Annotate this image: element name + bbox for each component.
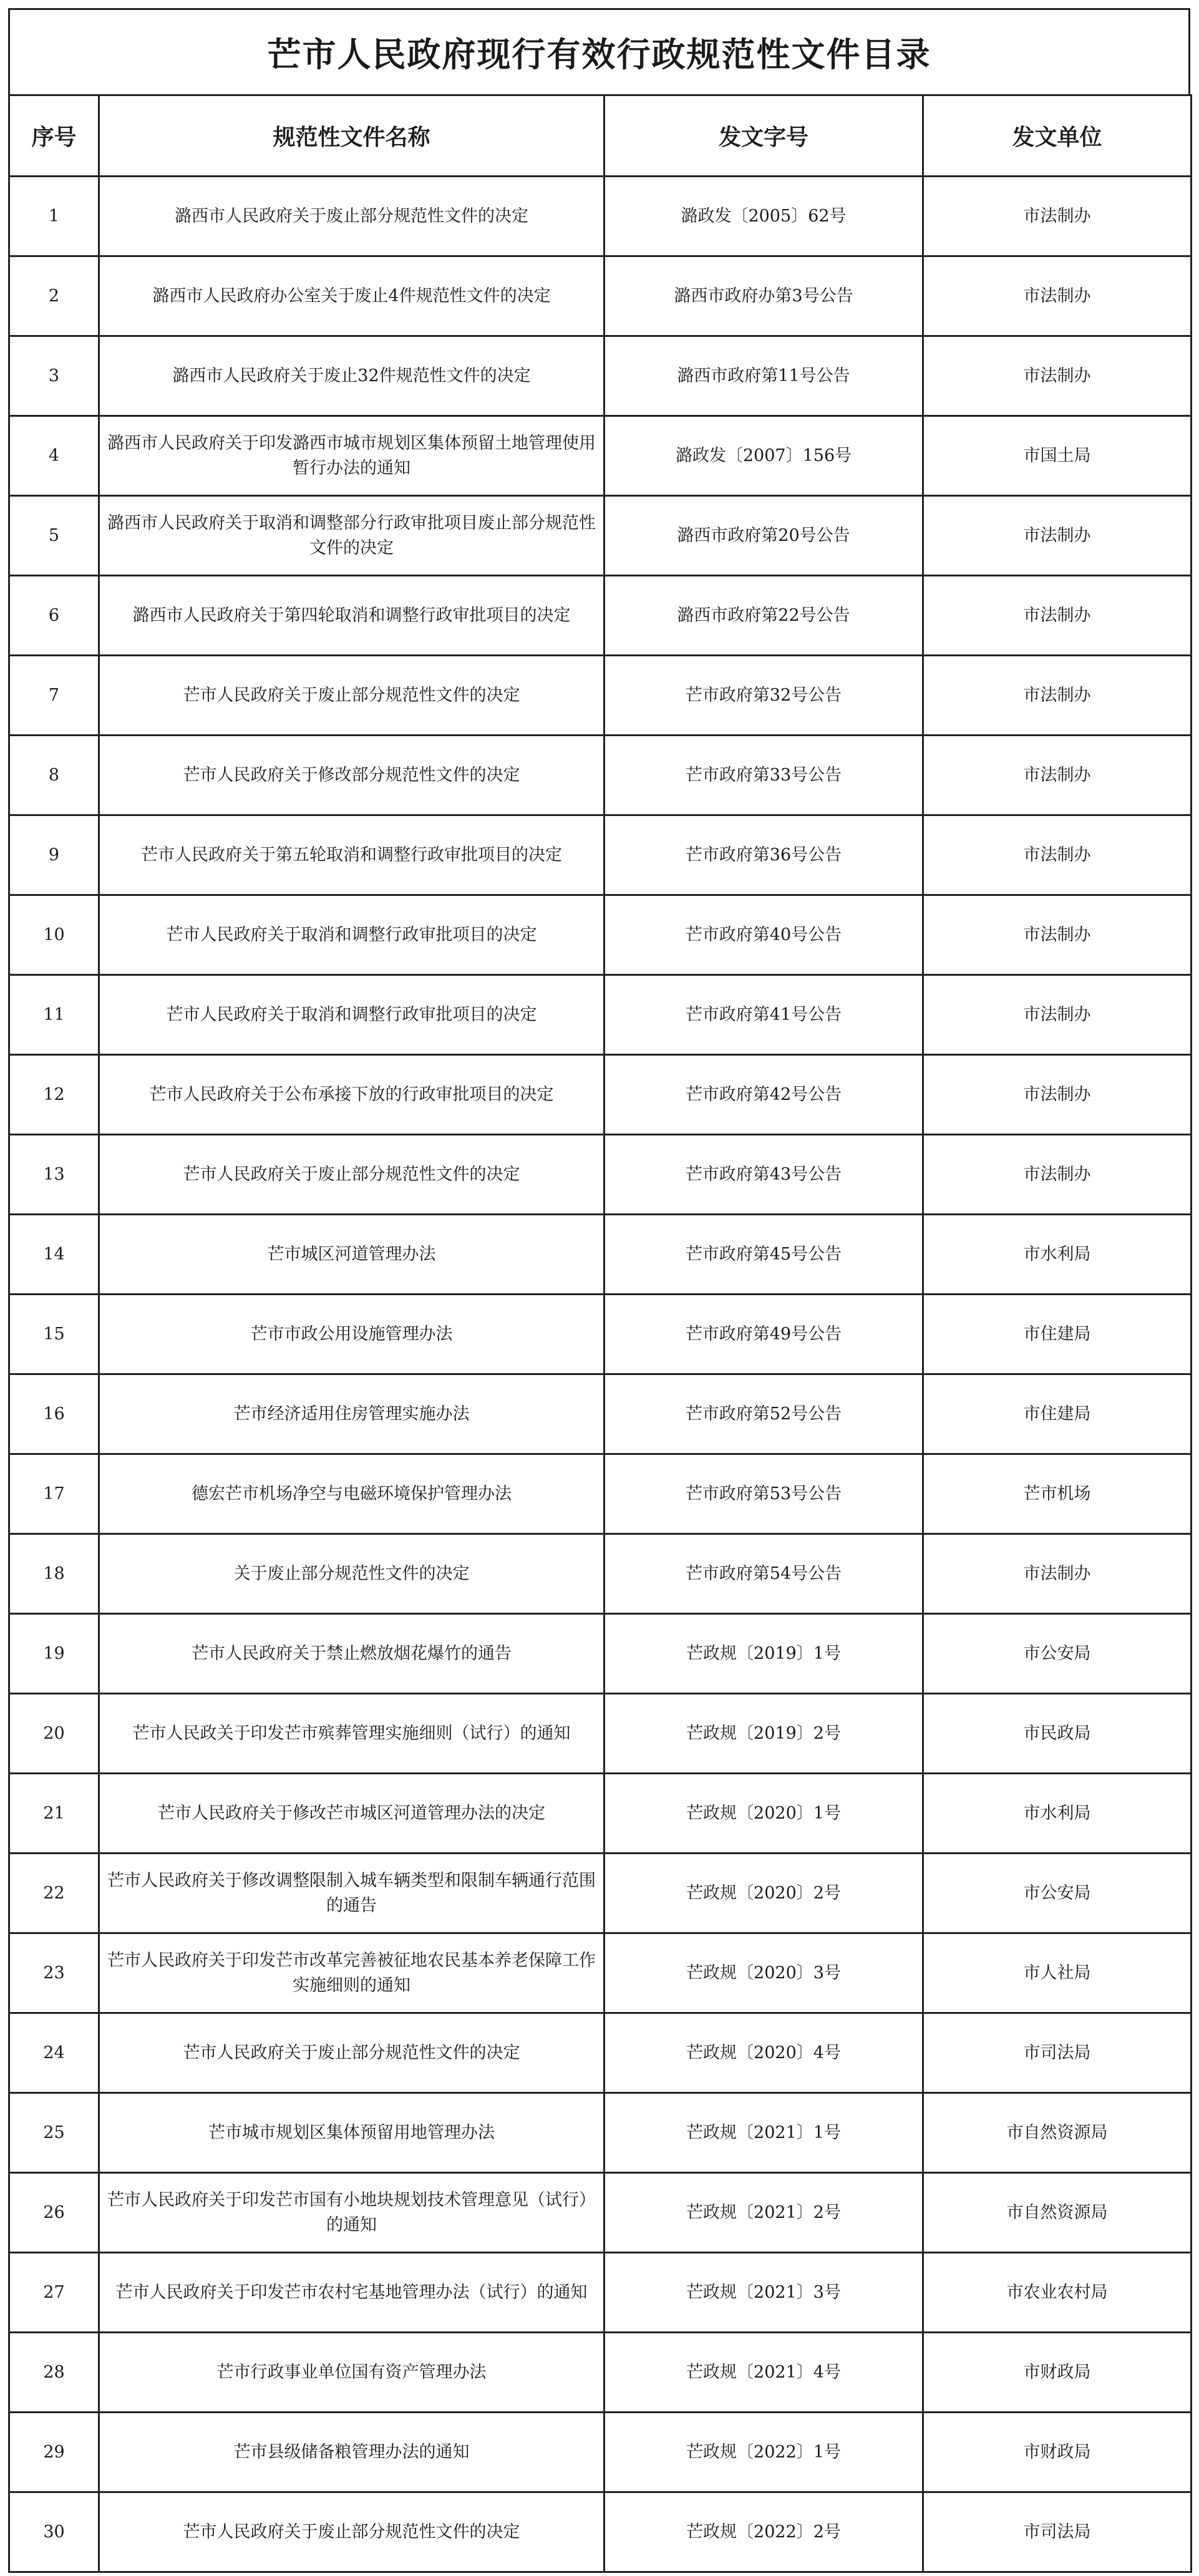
cell-name: 芒市市政公用设施管理办法 [99, 1295, 604, 1374]
cell-name: 芒市人民政府关于废止部分规范性文件的决定 [99, 1135, 604, 1215]
cell-doc-no: 芒市政府第53号公告 [604, 1454, 923, 1534]
document [8, 8, 1190, 2573]
cell-doc-no: 芒政规〔2021〕2号 [604, 2173, 923, 2253]
cell-unit: 市公安局 [923, 1614, 1192, 1694]
cell-doc-no: 芒政规〔2022〕2号 [604, 2492, 923, 2572]
cell-doc-no: 芒政规〔2021〕1号 [604, 2093, 923, 2173]
cell-unit: 市人社局 [923, 1933, 1192, 2013]
cell-num: 9 [9, 815, 99, 895]
table-row [9, 1614, 1192, 1694]
cell-name: 芒市人民政府关于第五轮取消和调整行政审批项目的决定 [99, 815, 604, 895]
cell-num: 5 [9, 496, 99, 576]
cell-num: 7 [9, 656, 99, 736]
cell-name: 芒市人民政府关于取消和调整行政审批项目的决定 [99, 895, 604, 975]
cell-num: 10 [9, 895, 99, 975]
cell-num: 2 [9, 256, 99, 336]
cell-num: 26 [9, 2173, 99, 2253]
cell-unit: 市公安局 [923, 1854, 1192, 1933]
cell-unit: 市法制办 [923, 815, 1192, 895]
table-row [9, 2333, 1192, 2413]
table-row [9, 2013, 1192, 2093]
cell-unit: 市法制办 [923, 256, 1192, 336]
cell-num: 12 [9, 1055, 99, 1135]
cell-doc-no: 芒市政府第49号公告 [604, 1295, 923, 1374]
cell-doc-no: 芒政规〔2020〕4号 [604, 2013, 923, 2093]
cell-unit: 市水利局 [923, 1774, 1192, 1854]
cell-doc-no: 芒政规〔2021〕3号 [604, 2253, 923, 2333]
cell-name: 芒市行政事业单位国有资产管理办法 [99, 2333, 604, 2413]
table-row [9, 2413, 1192, 2492]
header-doc-no: 发文字号 [604, 95, 923, 177]
table-row [9, 2253, 1192, 2333]
cell-doc-no: 芒政规〔2019〕2号 [604, 1694, 923, 1774]
cell-doc-no: 芒市政府第45号公告 [604, 1215, 923, 1295]
table-row [9, 1295, 1192, 1374]
cell-doc-no: 芒市政府第33号公告 [604, 736, 923, 815]
title-box [8, 8, 1190, 94]
table-row [9, 1374, 1192, 1454]
cell-name: 芒市人民政府关于修改调整限制入城车辆类型和限制车辆通行范围的通告 [99, 1854, 604, 1933]
cell-num: 11 [9, 975, 99, 1055]
cell-num: 14 [9, 1215, 99, 1295]
table-row [9, 656, 1192, 736]
cell-unit: 市财政局 [923, 2333, 1192, 2413]
table-row [9, 1215, 1192, 1295]
cell-unit: 市法制办 [923, 975, 1192, 1055]
cell-name: 潞西市人民政府关于取消和调整部分行政审批项目废止部分规范性文件的决定 [99, 496, 604, 576]
cell-doc-no: 芒政规〔2021〕4号 [604, 2333, 923, 2413]
table-row [9, 2492, 1192, 2572]
header-num: 序号 [9, 95, 99, 177]
cell-unit: 市法制办 [923, 1055, 1192, 1135]
header-row [9, 95, 1192, 177]
cell-unit: 市水利局 [923, 1215, 1192, 1295]
table-row [9, 2093, 1192, 2173]
table-row [9, 1534, 1192, 1614]
cell-unit: 市法制办 [923, 496, 1192, 576]
cell-name: 芒市人民政府关于修改芒市城区河道管理办法的决定 [99, 1774, 604, 1854]
table-row [9, 496, 1192, 576]
cell-doc-no: 芒市政府第42号公告 [604, 1055, 923, 1135]
cell-doc-no: 潞西市政府第22号公告 [604, 576, 923, 656]
cell-num: 4 [9, 416, 99, 496]
table-row [9, 1055, 1192, 1135]
cell-num: 24 [9, 2013, 99, 2093]
cell-num: 22 [9, 1854, 99, 1933]
cell-name: 芒市人民政关于印发芒市殡葬管理实施细则（试行）的通知 [99, 1694, 604, 1774]
cell-num: 23 [9, 1933, 99, 2013]
cell-num: 18 [9, 1534, 99, 1614]
cell-name: 芒市人民政府关于修改部分规范性文件的决定 [99, 736, 604, 815]
cell-num: 16 [9, 1374, 99, 1454]
cell-doc-no: 芒政规〔2020〕3号 [604, 1933, 923, 2013]
cell-num: 8 [9, 736, 99, 815]
table-row [9, 256, 1192, 336]
table-body [9, 177, 1192, 2572]
table-row [9, 2173, 1192, 2253]
cell-name: 芒市人民政府关于废止部分规范性文件的决定 [99, 656, 604, 736]
cell-doc-no: 芒政规〔2020〕2号 [604, 1854, 923, 1933]
table-row [9, 815, 1192, 895]
table-row [9, 895, 1192, 975]
cell-name: 芒市人民政府关于禁止燃放烟花爆竹的通告 [99, 1614, 604, 1694]
table-row [9, 416, 1192, 496]
cell-num: 30 [9, 2492, 99, 2572]
cell-name: 芒市人民政府关于印发芒市国有小地块规划技术管理意见（试行）的通知 [99, 2173, 604, 2253]
cell-name: 芒市城区河道管理办法 [99, 1215, 604, 1295]
cell-unit: 市农业农村局 [923, 2253, 1192, 2333]
header-unit: 发文单位 [923, 95, 1192, 177]
table-row [9, 1854, 1192, 1933]
cell-unit: 市法制办 [923, 895, 1192, 975]
cell-name: 芒市人民政府关于公布承接下放的行政审批项目的决定 [99, 1055, 604, 1135]
cell-num: 3 [9, 336, 99, 416]
cell-num: 28 [9, 2333, 99, 2413]
table-row [9, 975, 1192, 1055]
cell-num: 27 [9, 2253, 99, 2333]
cell-unit: 市司法局 [923, 2492, 1192, 2572]
cell-name: 潞西市人民政府关于废止32件规范性文件的决定 [99, 336, 604, 416]
cell-num: 17 [9, 1454, 99, 1534]
cell-doc-no: 芒市政府第54号公告 [604, 1534, 923, 1614]
cell-name: 芒市人民政府关于废止部分规范性文件的决定 [99, 2013, 604, 2093]
table-row [9, 1694, 1192, 1774]
cell-name: 芒市县级储备粮管理办法的通知 [99, 2413, 604, 2492]
cell-unit: 市住建局 [923, 1295, 1192, 1374]
table-row [9, 336, 1192, 416]
cell-unit: 市法制办 [923, 336, 1192, 416]
page-title: 芒市人民政府现行有效行政规范性文件目录 [267, 34, 931, 74]
cell-unit: 市自然资源局 [923, 2173, 1192, 2253]
cell-unit: 市自然资源局 [923, 2093, 1192, 2173]
cell-name: 德宏芒市机场净空与电磁环境保护管理办法 [99, 1454, 604, 1534]
table-row [9, 736, 1192, 815]
cell-name: 潞西市人民政府关于印发潞西市城市规划区集体预留土地管理使用暂行办法的通知 [99, 416, 604, 496]
table-row [9, 1774, 1192, 1854]
cell-unit: 市法制办 [923, 656, 1192, 736]
cell-doc-no: 芒政规〔2022〕1号 [604, 2413, 923, 2492]
cell-doc-no: 芒政规〔2020〕1号 [604, 1774, 923, 1854]
table-row [9, 1454, 1192, 1534]
cell-doc-no: 芒市政府第52号公告 [604, 1374, 923, 1454]
header-name: 规范性文件名称 [99, 95, 604, 177]
cell-doc-no: 潞西市政府第11号公告 [604, 336, 923, 416]
cell-doc-no: 芒市政府第43号公告 [604, 1135, 923, 1215]
cell-unit: 市法制办 [923, 576, 1192, 656]
cell-unit: 市法制办 [923, 1534, 1192, 1614]
cell-unit: 市法制办 [923, 1135, 1192, 1215]
cell-num: 13 [9, 1135, 99, 1215]
table-row [9, 177, 1192, 256]
cell-name: 芒市人民政府关于废止部分规范性文件的决定 [99, 2492, 604, 2572]
cell-name: 芒市人民政府关于取消和调整行政审批项目的决定 [99, 975, 604, 1055]
cell-unit: 市国土局 [923, 416, 1192, 496]
cell-unit: 市财政局 [923, 2413, 1192, 2492]
cell-num: 6 [9, 576, 99, 656]
cell-name: 潞西市人民政府关于废止部分规范性文件的决定 [99, 177, 604, 256]
cell-unit: 市法制办 [923, 177, 1192, 256]
cell-unit: 芒市机场 [923, 1454, 1192, 1534]
cell-unit: 市法制办 [923, 736, 1192, 815]
cell-doc-no: 芒市政府第32号公告 [604, 656, 923, 736]
table-row [9, 1933, 1192, 2013]
cell-num: 25 [9, 2093, 99, 2173]
cell-num: 20 [9, 1694, 99, 1774]
cell-unit: 市司法局 [923, 2013, 1192, 2093]
cell-num: 19 [9, 1614, 99, 1694]
cell-name: 芒市经济适用住房管理实施办法 [99, 1374, 604, 1454]
table-header [9, 95, 1192, 177]
cell-doc-no: 潞西市政府第20号公告 [604, 496, 923, 576]
cell-doc-no: 芒市政府第41号公告 [604, 975, 923, 1055]
cell-doc-no: 潞西市政府办第3号公告 [604, 256, 923, 336]
cell-doc-no: 芒市政府第40号公告 [604, 895, 923, 975]
document-table [8, 94, 1192, 2573]
cell-doc-no: 芒市政府第36号公告 [604, 815, 923, 895]
cell-name: 潞西市人民政府办公室关于废止4件规范性文件的决定 [99, 256, 604, 336]
cell-name: 芒市人民政府关于印发芒市改革完善被征地农民基本养老保障工作实施细则的通知 [99, 1933, 604, 2013]
cell-name: 芒市人民政府关于印发芒市农村宅基地管理办法（试行）的通知 [99, 2253, 604, 2333]
cell-doc-no: 潞政发〔2005〕62号 [604, 177, 923, 256]
cell-unit: 市民政局 [923, 1694, 1192, 1774]
cell-name: 关于废止部分规范性文件的决定 [99, 1534, 604, 1614]
cell-num: 21 [9, 1774, 99, 1854]
cell-num: 29 [9, 2413, 99, 2492]
cell-num: 1 [9, 177, 99, 256]
cell-num: 15 [9, 1295, 99, 1374]
cell-unit: 市住建局 [923, 1374, 1192, 1454]
table-row [9, 576, 1192, 656]
cell-doc-no: 潞政发〔2007〕156号 [604, 416, 923, 496]
cell-name: 潞西市人民政府关于第四轮取消和调整行政审批项目的决定 [99, 576, 604, 656]
cell-doc-no: 芒政规〔2019〕1号 [604, 1614, 923, 1694]
cell-name: 芒市城市规划区集体预留用地管理办法 [99, 2093, 604, 2173]
table-row [9, 1135, 1192, 1215]
